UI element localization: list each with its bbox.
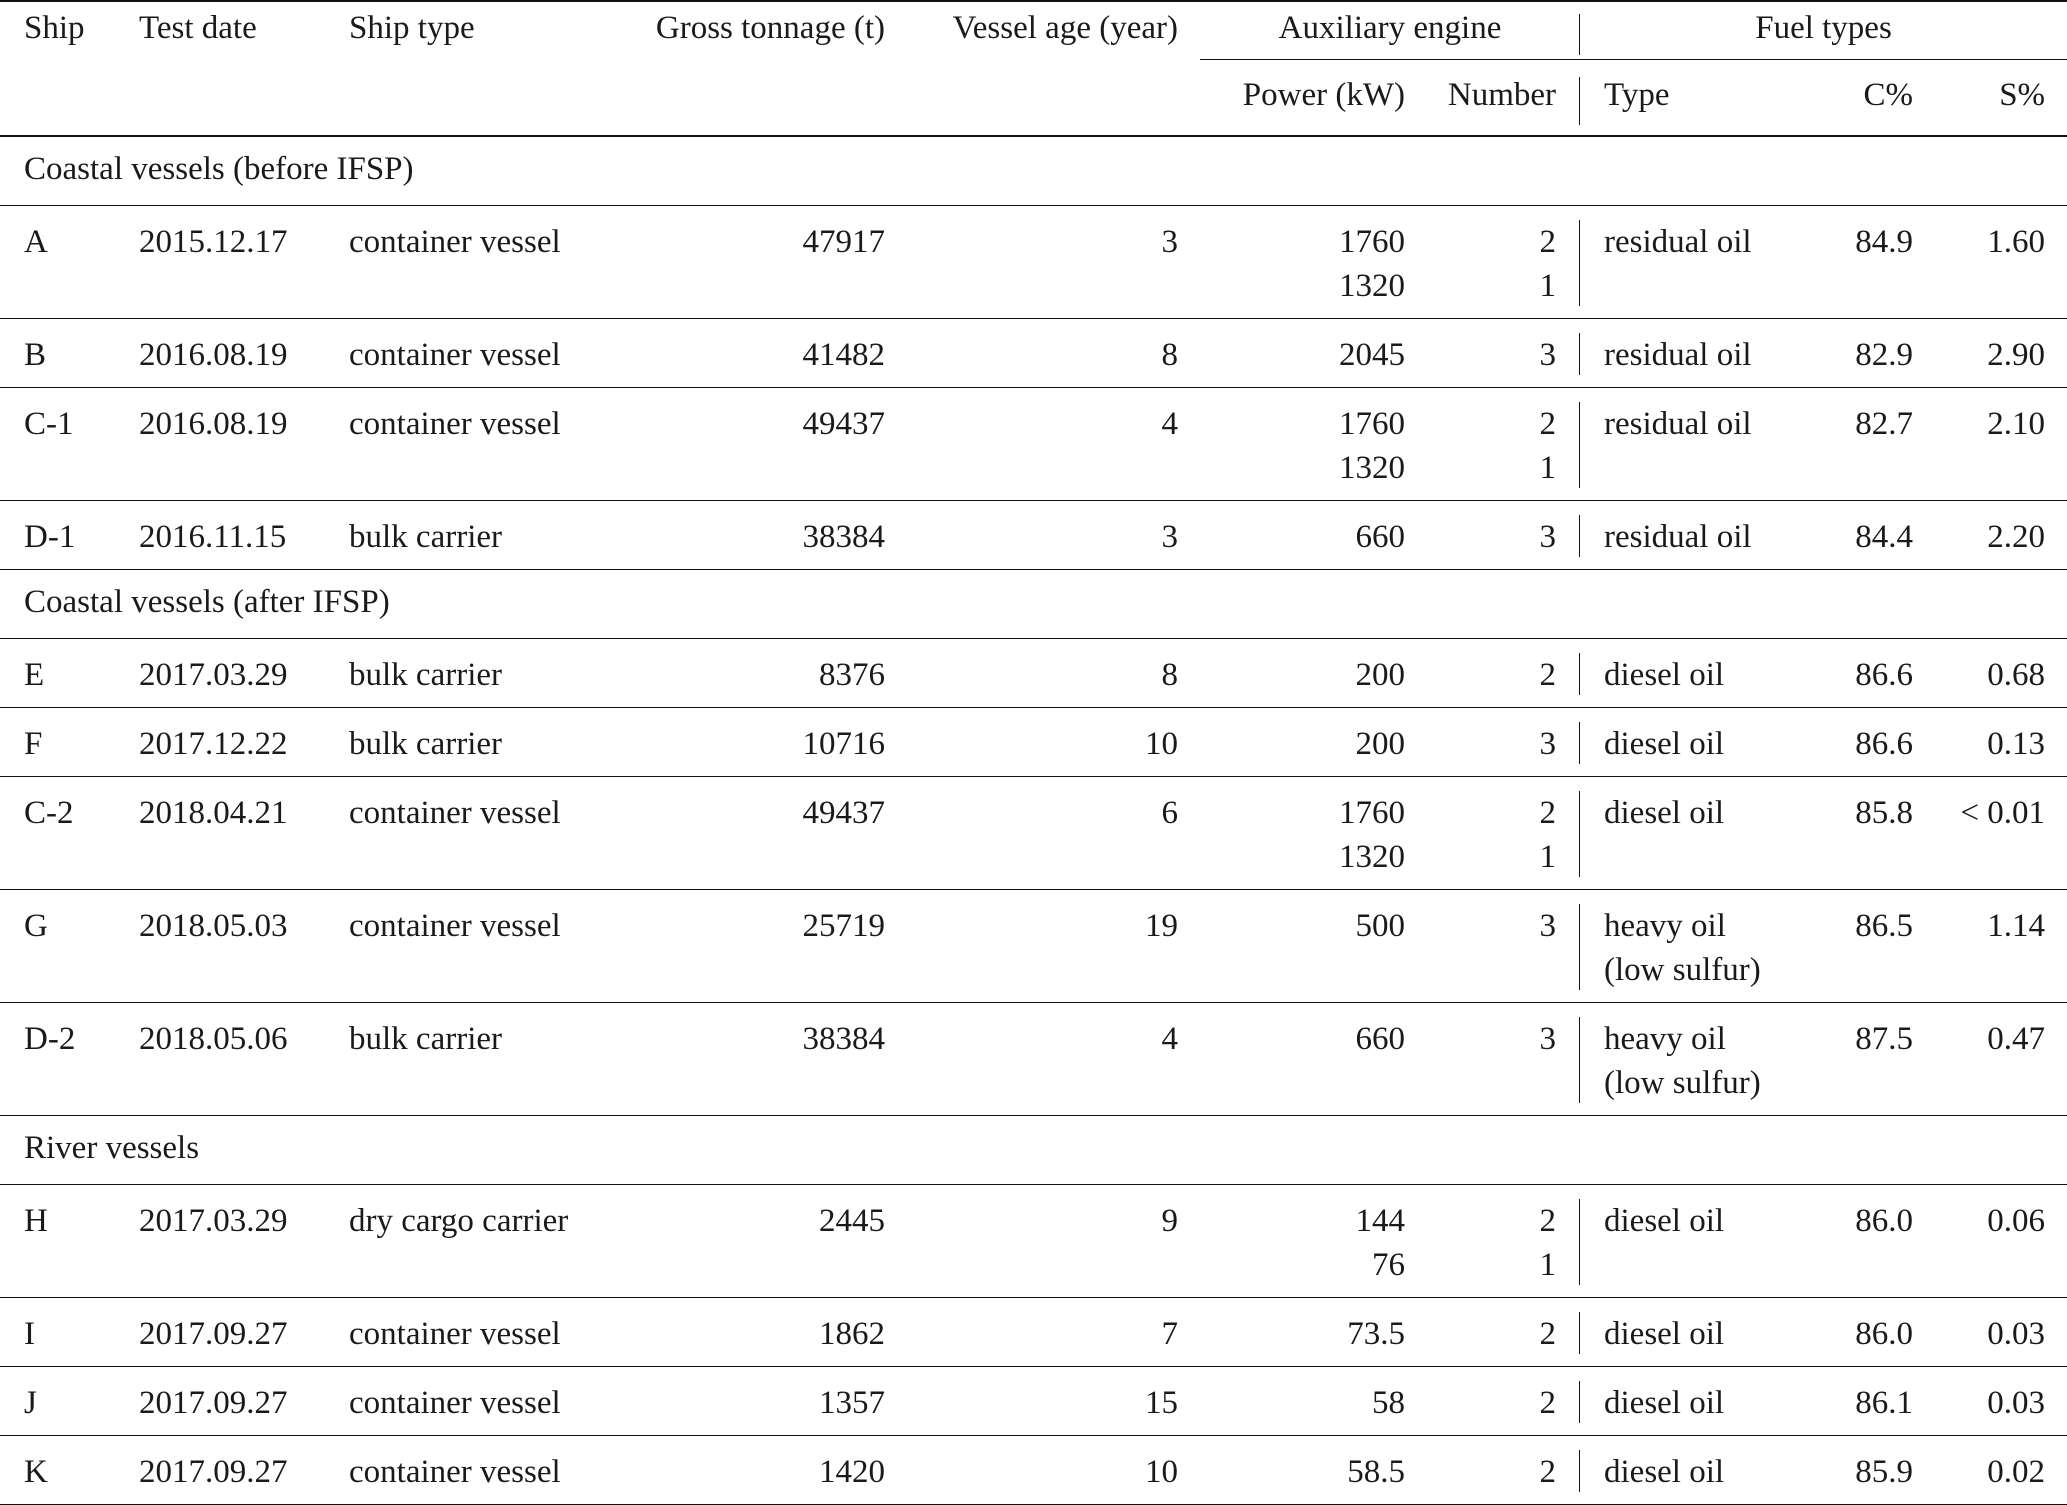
cell-fuel-type: heavy oil (low sulfur) xyxy=(1580,889,1795,1002)
table-row xyxy=(0,889,2067,1002)
cell-fuel-type: residual oil xyxy=(1580,387,1795,500)
cell-vessel-age: 3 xyxy=(885,205,1180,318)
cell-number: 2 1 xyxy=(1405,205,1580,318)
cell-ship: F xyxy=(0,707,115,776)
cell-number: 3 xyxy=(1405,318,1580,387)
cell-number: 2 xyxy=(1405,1366,1580,1435)
cell-test-date: 2016.08.19 xyxy=(115,318,325,387)
cell-fuel-type: diesel oil xyxy=(1580,776,1795,889)
cell-s-percent: 0.13 xyxy=(1935,707,2067,776)
table-row xyxy=(0,776,2067,889)
cell-ship: D-1 xyxy=(0,500,115,569)
cell-ship-type: container vessel xyxy=(325,1297,605,1366)
cell-power: 660 xyxy=(1180,1002,1405,1115)
cell-s-percent: 2.90 xyxy=(1935,318,2067,387)
cell-s-percent: < 0.01 xyxy=(1935,776,2067,889)
cell-power: 73.5 xyxy=(1180,1297,1405,1366)
cell-vessel-age: 10 xyxy=(885,707,1180,776)
cell-gross-tonnage: 25719 xyxy=(605,889,885,1002)
cell-test-date: 2018.05.06 xyxy=(115,1002,325,1115)
cell-test-date: 2015.12.17 xyxy=(115,205,325,318)
table-row xyxy=(0,1366,2067,1435)
cell-gross-tonnage: 1862 xyxy=(605,1297,885,1366)
cell-c-percent: 86.1 xyxy=(1795,1366,1935,1435)
cell-number: 2 xyxy=(1405,638,1580,707)
cell-c-percent: 82.9 xyxy=(1795,318,1935,387)
cell-test-date: 2017.03.29 xyxy=(115,1184,325,1297)
cell-fuel-type: diesel oil xyxy=(1580,1297,1795,1366)
cell-fuel-type: residual oil xyxy=(1580,205,1795,318)
cell-fuel-type: diesel oil xyxy=(1580,707,1795,776)
cell-power: 1760 1320 xyxy=(1180,776,1405,889)
cell-power: 58 xyxy=(1180,1366,1405,1435)
cell-gross-tonnage: 8376 xyxy=(605,638,885,707)
cell-fuel-type: residual oil xyxy=(1580,500,1795,569)
table-row xyxy=(0,387,2067,500)
cell-number: 3 xyxy=(1405,500,1580,569)
cell-s-percent: 1.14 xyxy=(1935,889,2067,1002)
header-power: Power (kW) xyxy=(1180,65,1405,136)
cell-c-percent: 86.6 xyxy=(1795,638,1935,707)
group-title: River vessels xyxy=(0,1115,2067,1184)
cell-ship-type: container vessel xyxy=(325,318,605,387)
cell-ship-type: bulk carrier xyxy=(325,638,605,707)
cell-s-percent: 0.68 xyxy=(1935,638,2067,707)
table-row xyxy=(0,318,2067,387)
cell-gross-tonnage: 49437 xyxy=(605,387,885,500)
header-number: Number xyxy=(1405,65,1580,136)
header-gross-tonnage: Gross tonnage (t) xyxy=(605,1,885,65)
cell-power: 660 xyxy=(1180,500,1405,569)
cell-c-percent: 86.5 xyxy=(1795,889,1935,1002)
header-fuel-type: Type xyxy=(1580,65,1795,136)
cell-number: 3 xyxy=(1405,707,1580,776)
header-test-date: Test date xyxy=(115,1,325,65)
cell-ship-type: container vessel xyxy=(325,889,605,1002)
cell-fuel-type: diesel oil xyxy=(1580,1184,1795,1297)
cell-test-date: 2017.09.27 xyxy=(115,1297,325,1366)
cell-number: 2 xyxy=(1405,1297,1580,1366)
cell-test-date: 2017.09.27 xyxy=(115,1366,325,1435)
group-title: Coastal vessels (before IFSP) xyxy=(0,136,2067,205)
cell-ship: H xyxy=(0,1184,115,1297)
cell-s-percent: 0.06 xyxy=(1935,1184,2067,1297)
cell-ship: J xyxy=(0,1366,115,1435)
cell-ship: C-1 xyxy=(0,387,115,500)
group-title: Coastal vessels (after IFSP) xyxy=(0,569,2067,638)
cell-number: 3 xyxy=(1405,1002,1580,1115)
cell-gross-tonnage: 41482 xyxy=(605,318,885,387)
cell-c-percent: 84.9 xyxy=(1795,205,1935,318)
cell-ship-type: dry cargo carrier xyxy=(325,1184,605,1297)
cell-gross-tonnage: 1420 xyxy=(605,1435,885,1504)
cell-power: 144 76 xyxy=(1180,1184,1405,1297)
group-header-row xyxy=(0,1115,2067,1184)
cell-ship-type: bulk carrier xyxy=(325,1002,605,1115)
cell-s-percent: 2.10 xyxy=(1935,387,2067,500)
cell-ship: I xyxy=(0,1297,115,1366)
table-header xyxy=(0,1,2067,136)
cell-test-date: 2016.08.19 xyxy=(115,387,325,500)
cell-number: 2 1 xyxy=(1405,1184,1580,1297)
cell-power: 500 xyxy=(1180,889,1405,1002)
cell-vessel-age: 15 xyxy=(885,1366,1180,1435)
cell-gross-tonnage: 38384 xyxy=(605,1002,885,1115)
cell-test-date: 2016.11.15 xyxy=(115,500,325,569)
cell-vessel-age: 3 xyxy=(885,500,1180,569)
table-row xyxy=(0,205,2067,318)
group-header-row xyxy=(0,569,2067,638)
cell-fuel-type: diesel oil xyxy=(1580,1435,1795,1504)
cell-c-percent: 82.7 xyxy=(1795,387,1935,500)
cell-vessel-age: 8 xyxy=(885,638,1180,707)
header-fuel-types: Fuel types xyxy=(1580,1,2067,65)
cell-test-date: 2018.04.21 xyxy=(115,776,325,889)
cell-ship: C-2 xyxy=(0,776,115,889)
cell-vessel-age: 6 xyxy=(885,776,1180,889)
cell-ship-type: bulk carrier xyxy=(325,707,605,776)
cell-fuel-type: diesel oil xyxy=(1580,638,1795,707)
cell-vessel-age: 4 xyxy=(885,387,1180,500)
cell-power: 1760 1320 xyxy=(1180,205,1405,318)
header-c-percent: C% xyxy=(1795,65,1935,136)
cell-test-date: 2018.05.03 xyxy=(115,889,325,1002)
cell-s-percent: 1.60 xyxy=(1935,205,2067,318)
cell-s-percent: 0.03 xyxy=(1935,1366,2067,1435)
cell-test-date: 2017.12.22 xyxy=(115,707,325,776)
cell-ship-type: container vessel xyxy=(325,387,605,500)
cell-vessel-age: 4 xyxy=(885,1002,1180,1115)
cell-s-percent: 0.02 xyxy=(1935,1435,2067,1504)
cell-vessel-age: 10 xyxy=(885,1435,1180,1504)
cell-number: 2 xyxy=(1405,1435,1580,1504)
cell-power: 200 xyxy=(1180,638,1405,707)
cell-ship: B xyxy=(0,318,115,387)
table-row xyxy=(0,1435,2067,1504)
cell-gross-tonnage: 2445 xyxy=(605,1184,885,1297)
cell-c-percent: 86.0 xyxy=(1795,1297,1935,1366)
cell-fuel-type: heavy oil (low sulfur) xyxy=(1580,1002,1795,1115)
table-row xyxy=(0,1297,2067,1366)
cell-gross-tonnage: 47917 xyxy=(605,205,885,318)
table-row xyxy=(0,1184,2067,1297)
cell-ship-type: bulk carrier xyxy=(325,500,605,569)
cell-ship: D-2 xyxy=(0,1002,115,1115)
cell-power: 58.5 xyxy=(1180,1435,1405,1504)
cell-ship: A xyxy=(0,205,115,318)
cell-gross-tonnage: 38384 xyxy=(605,500,885,569)
cell-vessel-age: 8 xyxy=(885,318,1180,387)
cell-c-percent: 86.0 xyxy=(1795,1184,1935,1297)
cell-power: 200 xyxy=(1180,707,1405,776)
cell-s-percent: 2.20 xyxy=(1935,500,2067,569)
cell-number: 3 xyxy=(1405,889,1580,1002)
group-header-row xyxy=(0,136,2067,205)
cell-ship: G xyxy=(0,889,115,1002)
cell-c-percent: 85.9 xyxy=(1795,1435,1935,1504)
cell-ship: E xyxy=(0,638,115,707)
cell-fuel-type: diesel oil xyxy=(1580,1366,1795,1435)
table-row xyxy=(0,1002,2067,1115)
cell-s-percent: 0.03 xyxy=(1935,1297,2067,1366)
header-s-percent: S% xyxy=(1935,65,2067,136)
cell-s-percent: 0.47 xyxy=(1935,1002,2067,1115)
cell-power: 1760 1320 xyxy=(1180,387,1405,500)
cell-ship-type: container vessel xyxy=(325,205,605,318)
header-vessel-age: Vessel age (year) xyxy=(885,1,1180,65)
table-body xyxy=(0,136,2067,1504)
cell-test-date: 2017.09.27 xyxy=(115,1435,325,1504)
cell-ship-type: container vessel xyxy=(325,1366,605,1435)
cell-power: 2045 xyxy=(1180,318,1405,387)
cell-c-percent: 87.5 xyxy=(1795,1002,1935,1115)
cell-test-date: 2017.03.29 xyxy=(115,638,325,707)
cell-vessel-age: 19 xyxy=(885,889,1180,1002)
header-ship: Ship xyxy=(0,1,115,65)
cell-gross-tonnage: 49437 xyxy=(605,776,885,889)
cell-fuel-type: residual oil xyxy=(1580,318,1795,387)
cell-vessel-age: 9 xyxy=(885,1184,1180,1297)
cell-number: 2 1 xyxy=(1405,387,1580,500)
cell-ship-type: container vessel xyxy=(325,1435,605,1504)
cell-c-percent: 85.8 xyxy=(1795,776,1935,889)
table-row xyxy=(0,500,2067,569)
cell-number: 2 1 xyxy=(1405,776,1580,889)
header-auxiliary-engine: Auxiliary engine xyxy=(1180,1,1580,65)
cell-c-percent: 84.4 xyxy=(1795,500,1935,569)
table-row xyxy=(0,638,2067,707)
cell-vessel-age: 7 xyxy=(885,1297,1180,1366)
cell-c-percent: 86.6 xyxy=(1795,707,1935,776)
cell-ship: K xyxy=(0,1435,115,1504)
header-ship-type: Ship type xyxy=(325,1,605,65)
cell-ship-type: container vessel xyxy=(325,776,605,889)
cell-gross-tonnage: 1357 xyxy=(605,1366,885,1435)
table-row xyxy=(0,707,2067,776)
cell-gross-tonnage: 10716 xyxy=(605,707,885,776)
